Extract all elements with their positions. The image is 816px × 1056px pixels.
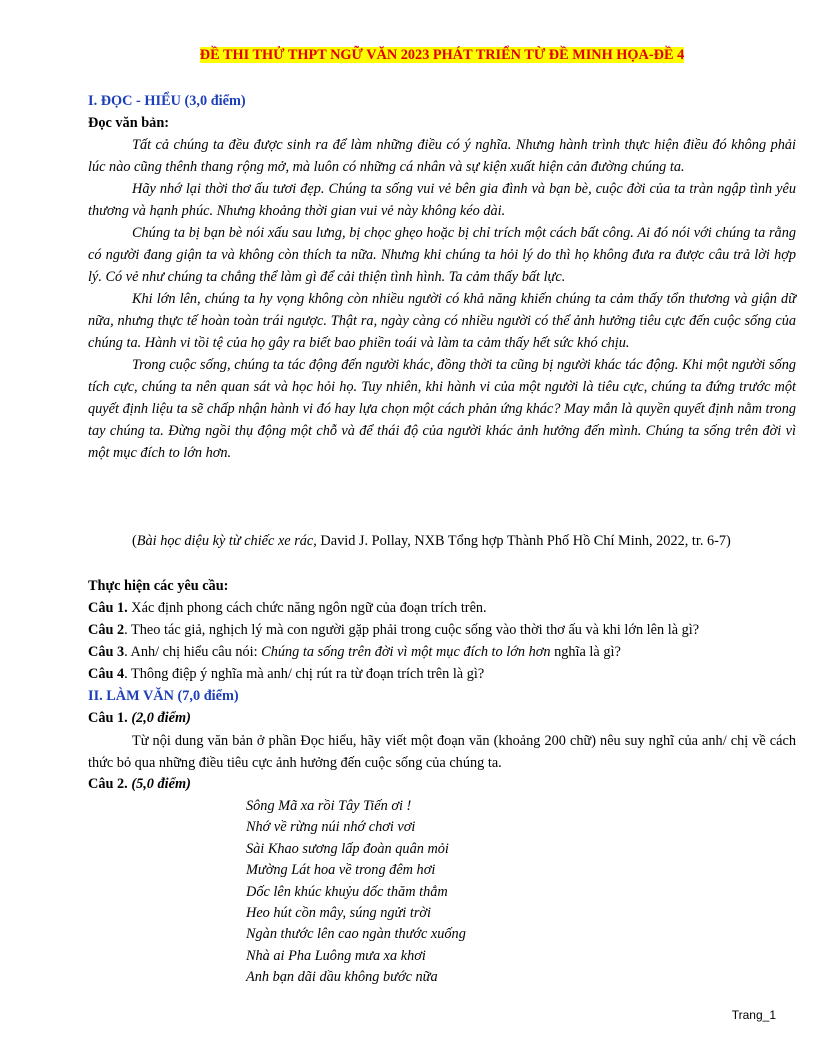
passage-paragraph-1: Tất cả chúng ta đều được sinh ra để làm những điều có ý nghĩa. Nhưng hành trình thực hiện điều đó không phải lúc nào cũng thênh thang rộng mở, mà luôn có những cá nhân và sự kiện xuất hiện cản đường chúng ta. xyxy=(88,137,796,175)
poem-line: Dốc lên khúc khuỷu dốc thăm thẳm xyxy=(246,883,448,900)
poem-line: Mường Lát hoa về trong đêm hơi xyxy=(246,862,436,879)
question-3: Câu 3. Anh/ chị hiểu câu nói: Chúng ta sống trên đời vì một mục đích to lớn hơn nghĩa là gì? xyxy=(88,644,621,660)
section2-heading: II. LÀM VĂN (7,0 điểm) xyxy=(88,688,239,704)
section1-heading: I. ĐỌC - HIỂU (3,0 điểm) xyxy=(88,93,246,109)
passage-paragraph-4: Khi lớn lên, chúng ta hy vọng không còn nhiều người có khả năng khiến chúng ta cảm thấy tổn thương và giận dữ nữa, nhưng thực tế hoàn toàn trái ngược. Thật ra, ngày càng có nhiều người có thể ảnh hưởng tiêu cực đến cuộc sống của chúng ta. Hành vi tồi tệ của họ gây ra biết bao phiền toái và làm ta cảm thấy hết sức khó chịu. xyxy=(88,291,796,351)
page-number: Trang_1 xyxy=(731,1008,776,1022)
essay-question-2-header: Câu 2. (5,0 điểm) xyxy=(88,776,191,792)
poem-line: Nhà ai Pha Luông mưa xa khơi xyxy=(246,947,426,964)
poem-line: Sài Khao sương lấp đoàn quân mỏi xyxy=(246,840,449,857)
question-4: Câu 4. Thông điệp ý nghĩa mà anh/ chị rút ra từ đoạn trích trên là gì? xyxy=(88,666,485,682)
poem-line: Ngàn thước lên cao ngàn thước xuống xyxy=(246,926,466,943)
passage-paragraph-5: Trong cuộc sống, chúng ta tác động đến người khác, đồng thời ta cũng bị người khác tác động. Khi một người sống tích cực, chúng ta nên quan sát và học hỏi họ. Tuy nhiên, khi hành vi của một người là tiêu cực, chúng ta đứng trước một quyết định liệu ta sẽ chấp nhận hành vi đó hay lựa chọn một cách phản ứng khác? May mắn là quyền quyết định nằm trong tay chúng ta. Đừng ngồi thụ động một chỗ và để thái độ của người khác ảnh hưởng đến mình. Chúng ta sống trên đời vì một mục đích to lớn hơn. xyxy=(88,357,796,461)
read-label: Đọc văn bản: xyxy=(88,115,170,131)
reading-passage xyxy=(88,134,796,464)
poem-line: Nhớ về rừng núi nhớ chơi vơi xyxy=(246,819,416,836)
poem-line: Heo hút cồn mây, súng ngửi trời xyxy=(246,905,431,922)
poem-excerpt xyxy=(246,796,646,989)
poem-line: Sông Mã xa rồi Tây Tiến ơi ! xyxy=(246,798,412,814)
question-2: Câu 2. Theo tác giả, nghịch lý mà con người gặp phải trong cuộc sống vào thời thơ ấu và khi lớn lên là gì? xyxy=(88,622,700,638)
passage-paragraph-3: Chúng ta bị bạn bè nói xấu sau lưng, bị chọc ghẹo hoặc bị chỉ trích một cách bất công. Ai đó nói với chúng ta rằng có người đang giận ta và không còn thích ta nữa. Nhưng khi chúng ta hỏi lý do thì họ không đưa ra được câu trả lời hợp lý. Có vẻ như chúng ta chẳng thể làm gì để cải thiện tình hình. Ta cảm thấy bất lực. xyxy=(88,225,796,285)
question-1: Câu 1. Xác định phong cách chức năng ngôn ngữ của đoạn trích trên. xyxy=(88,600,487,616)
exam-title: ĐỀ THI THỬ THPT NGỮ VĂN 2023 PHÁT TRIỂN TỪ ĐỀ MINH HỌA-ĐỀ 4 xyxy=(199,47,685,63)
source-title: Bài học diệu kỳ từ chiếc xe rác xyxy=(136,533,314,549)
essay-question-1-header: Câu 1. (2,0 điểm) xyxy=(88,710,191,726)
source-citation: (Bài học diệu kỳ từ chiếc xe rác, David J. Pollay, NXB Tổng hợp Thành Phố Hồ Chí Minh, 2022, tr. 6-7) xyxy=(132,533,731,549)
tasks-label: Thực hiện các yêu cầu: xyxy=(88,578,229,594)
poem-line: Anh bạn dãi dầu không bước nữa xyxy=(246,969,438,986)
passage-paragraph-2: Hãy nhớ lại thời thơ ấu tươi đẹp. Chúng ta sống vui vẻ bên gia đình và bạn bè, cuộc đời của ta tràn ngập tình yêu thương và hạnh phúc. Nhưng khoảng thời gian vui vẻ này không kéo dài. xyxy=(88,181,796,219)
essay-question-1-text: Từ nội dung văn bản ở phần Đọc hiểu, hãy viết một đoạn văn (khoảng 200 chữ) nêu suy nghĩ của anh/ chị về cách thức bỏ qua những điều tiêu cực ảnh hưởng đến cuộc sống của chúng ta. xyxy=(88,733,796,771)
